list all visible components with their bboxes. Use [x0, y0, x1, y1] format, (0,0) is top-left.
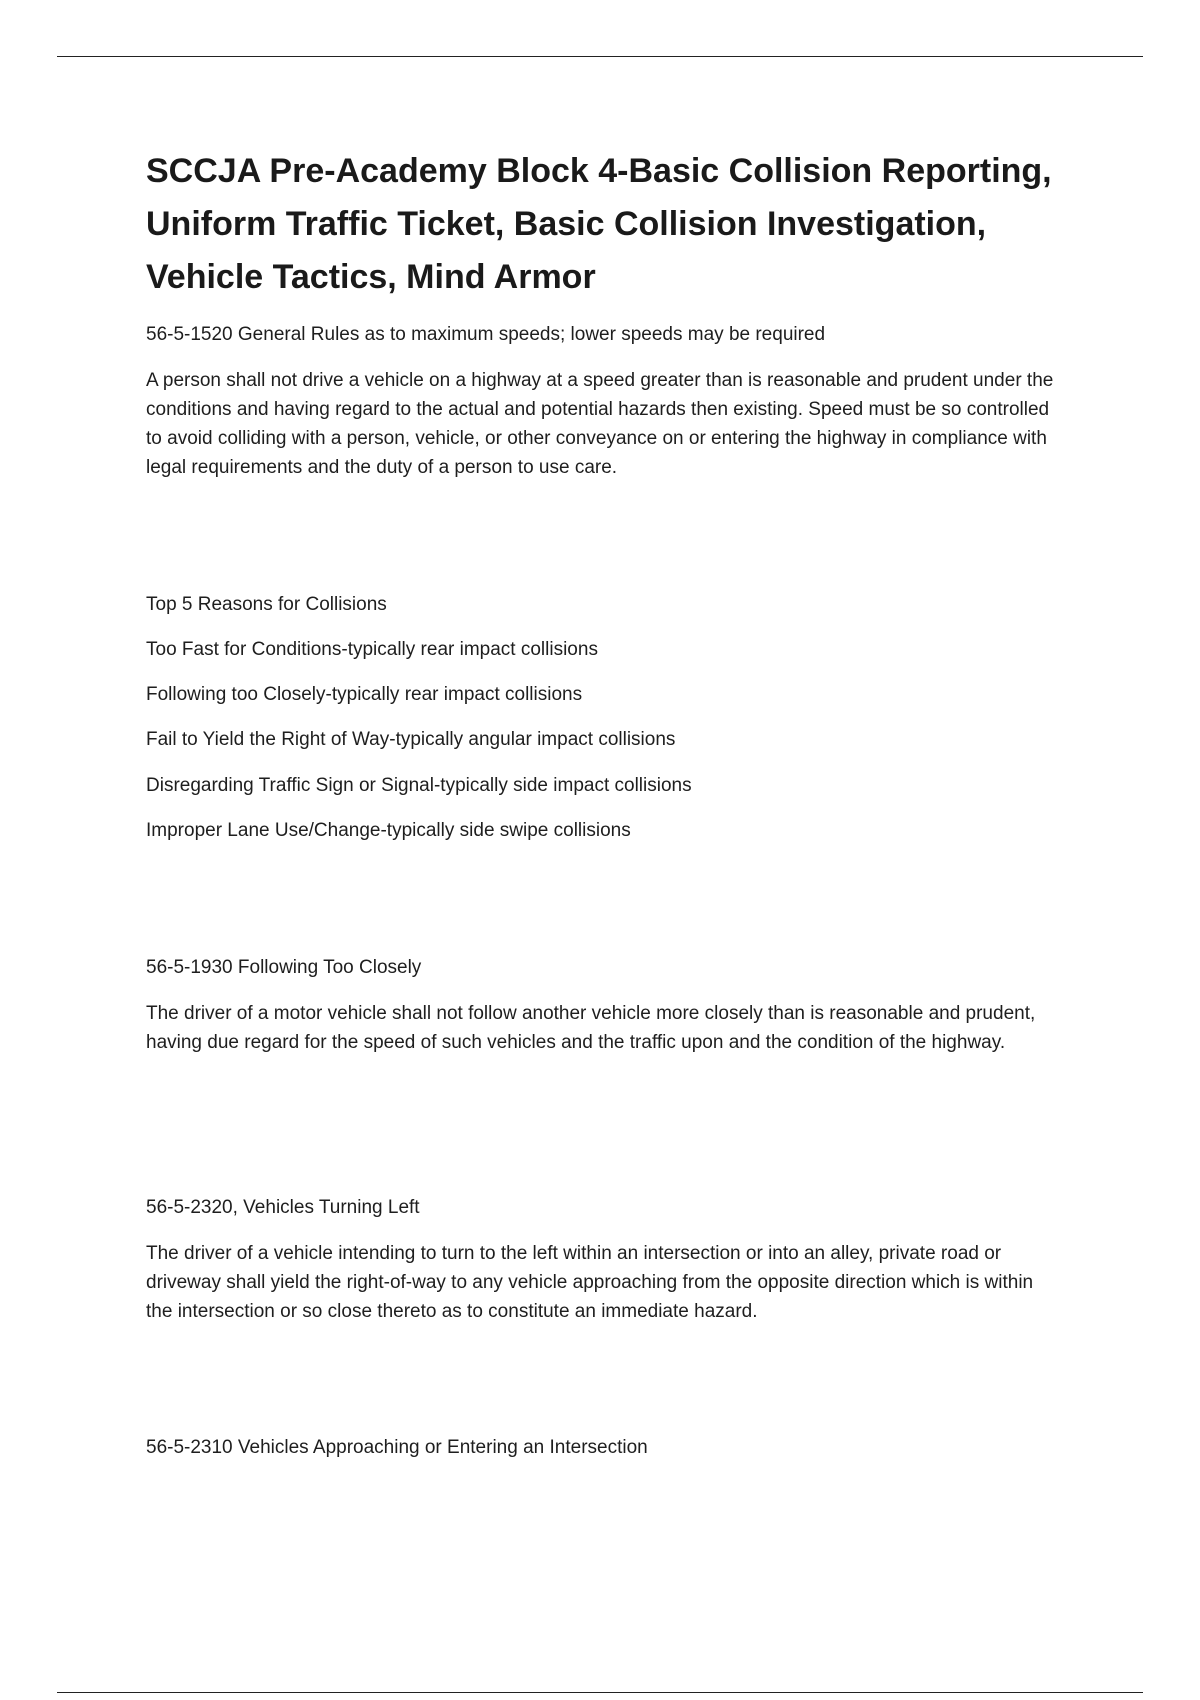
list-item: Disregarding Traffic Sign or Signal-typically side impact collisions — [146, 775, 692, 796]
bottom-divider — [57, 1692, 1143, 1693]
section-heading-top-reasons: Top 5 Reasons for Collisions — [146, 594, 387, 615]
list-item: Fail to Yield the Right of Way-typically angular impact collisions — [146, 729, 676, 750]
list-item: Improper Lane Use/Change-typically side swipe collisions — [146, 820, 631, 841]
section-body-speed-rules: A person shall not drive a vehicle on a highway at a speed greater than is reasonable and prudent under the conditions and having regard to the actual and potential hazards then existing. Speed must be so controlled to avoid colliding with a person, vehicle, or other conveyance on or entering the highway in compliance with legal requirements and the duty of a person to use care. — [146, 370, 1054, 478]
section-heading-following-too-closely: 56-5-1930 Following Too Closely — [146, 957, 422, 978]
section-body-following-too-closely: The driver of a motor vehicle shall not follow another vehicle more closely than is reasonable and prudent, having due regard for the speed of such vehicles and the traffic upon and the condition of the highway. — [146, 1003, 1036, 1053]
list-item: Following too Closely-typically rear impact collisions — [146, 684, 583, 705]
section-heading-turning-left: 56-5-2320, Vehicles Turning Left — [146, 1197, 420, 1218]
document-title: SCCJA Pre-Academy Block 4-Basic Collision Reporting, Uniform Traffic Ticket, Basic Collision Investigation, Vehicle Tactics, Mind Armor — [146, 152, 1052, 296]
section-heading-speed-rules: 56-5-1520 General Rules as to maximum speeds; lower speeds may be required — [146, 324, 826, 345]
top-divider — [57, 56, 1143, 57]
section-body-turning-left: The driver of a vehicle intending to turn to the left within an intersection or into an alley, private road or driveway shall yield the right-of-way to any vehicle approaching from the opposite direction which is within the intersection or so close thereto as to constitute an immediate hazard. — [146, 1243, 1034, 1322]
list-item: Too Fast for Conditions-typically rear impact collisions — [146, 639, 598, 660]
section-heading-intersection: 56-5-2310 Vehicles Approaching or Entering an Intersection — [146, 1437, 648, 1458]
